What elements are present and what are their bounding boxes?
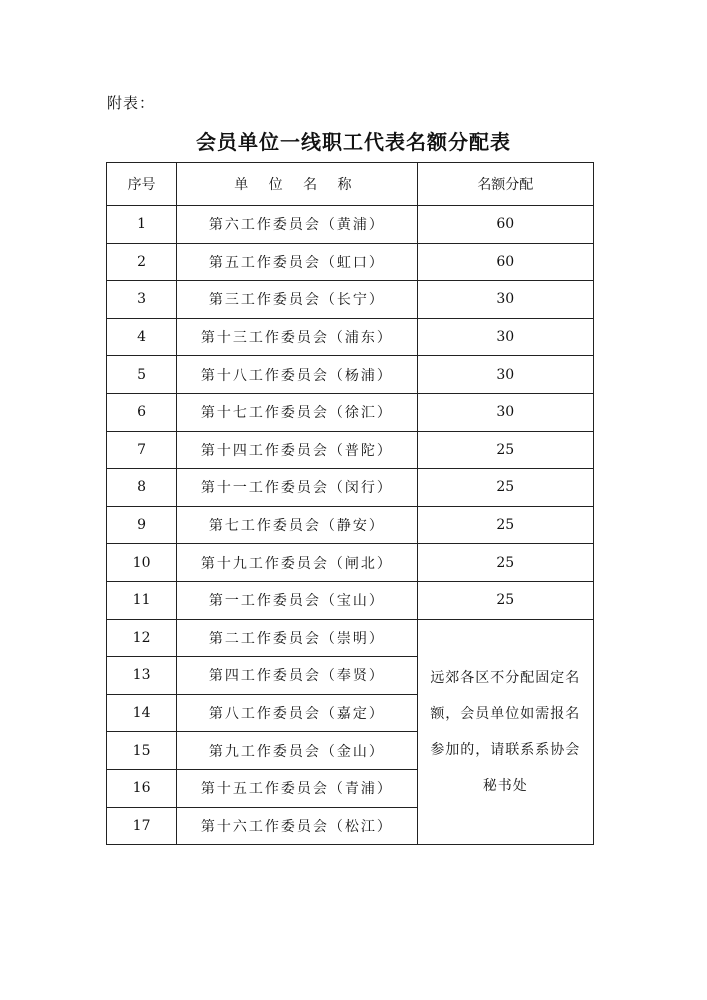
cell-name: 第九工作委员会（金山）: [177, 732, 417, 770]
cell-quota: 25: [417, 506, 593, 544]
cell-name: 第十四工作委员会（普陀）: [177, 431, 417, 469]
cell-no: 17: [107, 807, 177, 845]
cell-no: 3: [107, 281, 177, 319]
cell-quota: 30: [417, 281, 593, 319]
cell-name: 第十七工作委员会（徐汇）: [177, 393, 417, 431]
table-row: [107, 506, 594, 544]
header-name: 单 位 名 称: [177, 163, 417, 206]
cell-name: 第七工作委员会（静安）: [177, 506, 417, 544]
cell-no: 9: [107, 506, 177, 544]
cell-quota: 60: [417, 243, 593, 281]
cell-no: 2: [107, 243, 177, 281]
cell-name: 第一工作委员会（宝山）: [177, 581, 417, 619]
cell-name: 第四工作委员会（奉贤）: [177, 657, 417, 695]
cell-quota: 25: [417, 431, 593, 469]
cell-name: 第十六工作委员会（松江）: [177, 807, 417, 845]
table-header-row: [107, 163, 594, 206]
table-row: [107, 243, 594, 281]
quota-table: [106, 162, 594, 845]
attachment-label: 附表：: [107, 94, 156, 112]
cell-name: 第五工作委员会（虹口）: [177, 243, 417, 281]
cell-no: 8: [107, 469, 177, 507]
table-row: [107, 581, 594, 619]
cell-no: 12: [107, 619, 177, 657]
cell-no: 4: [107, 318, 177, 356]
cell-quota: 25: [417, 581, 593, 619]
cell-name: 第三工作委员会（长宁）: [177, 281, 417, 319]
cell-no: 13: [107, 657, 177, 695]
cell-no: 10: [107, 544, 177, 582]
table-row: [107, 356, 594, 394]
cell-no: 11: [107, 581, 177, 619]
cell-no: 7: [107, 431, 177, 469]
cell-name: 第十一工作委员会（闵行）: [177, 469, 417, 507]
cell-quota: 25: [417, 469, 593, 507]
cell-name: 第二工作委员会（崇明）: [177, 619, 417, 657]
table-row: [107, 281, 594, 319]
cell-quota: 30: [417, 356, 593, 394]
table-row: [107, 544, 594, 582]
cell-quota: 60: [417, 206, 593, 244]
cell-no: 16: [107, 769, 177, 807]
cell-name: 第八工作委员会（嘉定）: [177, 694, 417, 732]
cell-name: 第六工作委员会（黄浦）: [177, 206, 417, 244]
table-row: [107, 318, 594, 356]
cell-name: 第十八工作委员会（杨浦）: [177, 356, 417, 394]
cell-name: 第十九工作委员会（闸北）: [177, 544, 417, 582]
table-row: [107, 206, 594, 244]
table-title: 会员单位一线职工代表名额分配表: [196, 130, 511, 154]
table-row: [107, 619, 594, 657]
cell-no: 14: [107, 694, 177, 732]
cell-quota: 30: [417, 318, 593, 356]
cell-quota: 25: [417, 544, 593, 582]
table-row: [107, 393, 594, 431]
table-row: [107, 469, 594, 507]
cell-no: 6: [107, 393, 177, 431]
table-row: [107, 431, 594, 469]
header-quota: 名额分配: [417, 163, 593, 206]
cell-name: 第十三工作委员会（浦东）: [177, 318, 417, 356]
cell-quota: 30: [417, 393, 593, 431]
cell-no: 15: [107, 732, 177, 770]
cell-no: 1: [107, 206, 177, 244]
cell-no: 5: [107, 356, 177, 394]
cell-name: 第十五工作委员会（青浦）: [177, 769, 417, 807]
header-no: 序号: [107, 163, 177, 206]
suburb-note: 远郊各区不分配固定名额，会员单位如需报名参加的，请联系系协会秘书处: [417, 619, 593, 845]
